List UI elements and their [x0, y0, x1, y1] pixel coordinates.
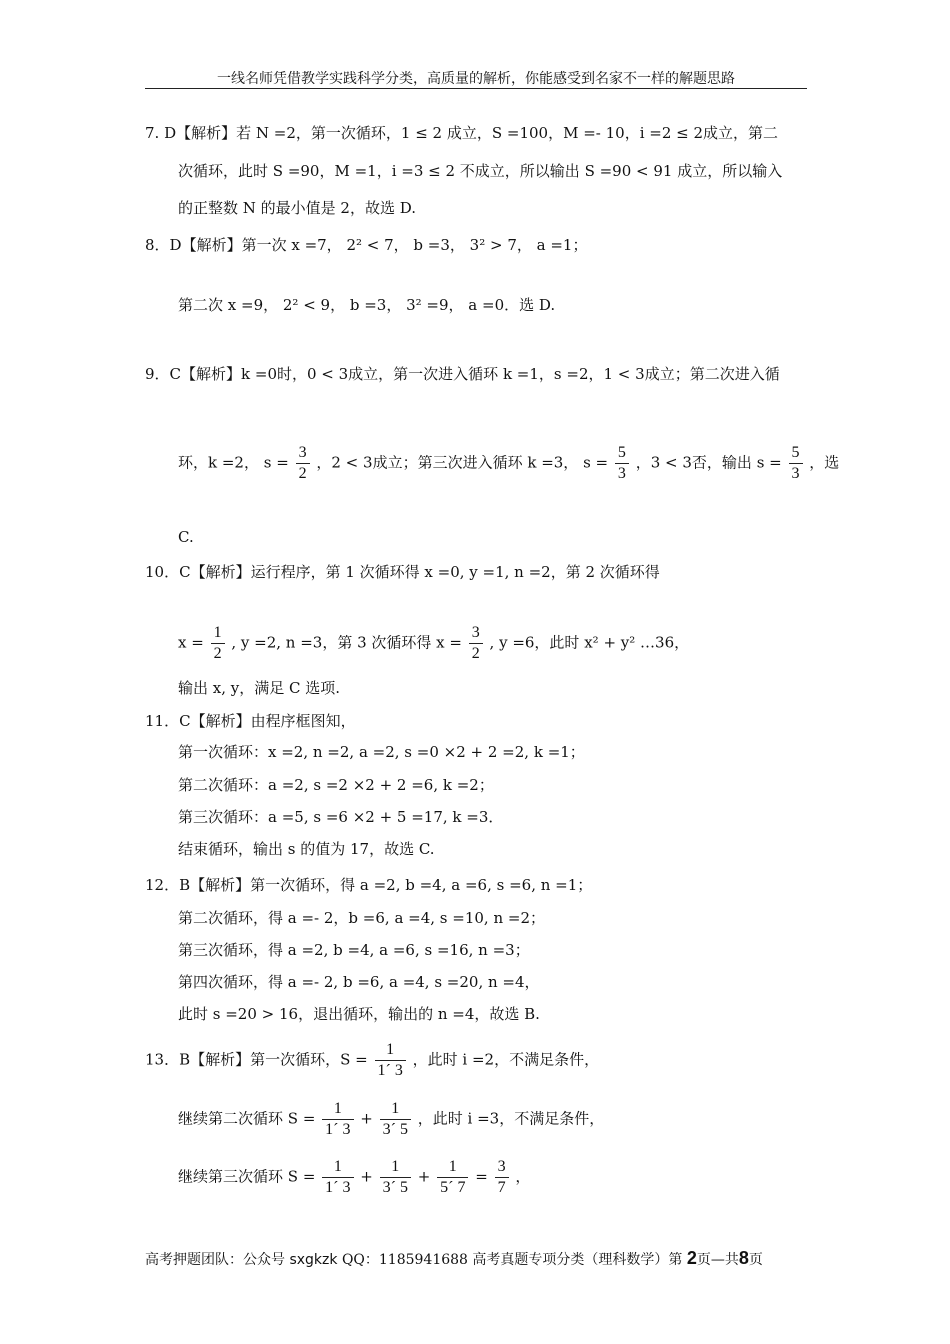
p9-text-a: 环，k =2，	[178, 453, 259, 472]
p13-plus-1: +	[360, 1109, 373, 1128]
p10-text-c: , y =6，此时 x² + y² …36，	[489, 633, 690, 652]
p9-text-c: ，3 < 3否，输出	[635, 453, 752, 472]
problem-8-line-1: 8．D【解析】第一次 x =7， 2² < 7， b =3， 3² > 7， a =1；	[145, 236, 588, 254]
problem-11-line-2: 第一次循环：x =2, n =2, a =2, s =0 ×2 + 2 =2, k =1；	[178, 743, 585, 761]
p13-text-c: 继续第二次循环 S =	[178, 1109, 316, 1128]
footer-mid: 页—共	[696, 1252, 739, 1268]
p13-plus-2: +	[360, 1167, 373, 1186]
p13-fraction-3: $\frac{1}{3´ 5}$	[380, 1099, 411, 1140]
p13-fraction-6: $\frac{1}{5´ 7}$	[437, 1157, 468, 1198]
page-footer	[145, 1248, 763, 1269]
p13-text-d: ，此时 i =3，不满足条件，	[417, 1109, 605, 1128]
problem-13-line-3	[178, 1157, 530, 1198]
p13-text-a: 13．B【解析】第一次循环，S =	[145, 1050, 368, 1069]
p10-fraction-1: $\frac{1}{2}$	[211, 623, 225, 664]
problem-10-line-3: 输出 x, y，满足 C 选项.	[178, 679, 341, 697]
p13-text-f: ，	[515, 1167, 531, 1186]
problem-11-line-4: 第三次循环：a =5, s =6 ×2 + 5 =17, k =3．	[178, 808, 504, 826]
problem-7-line-3: 的正整数 N 的最小值是 2，故选 D.	[178, 199, 417, 217]
p13-equals: =	[475, 1167, 488, 1186]
problem-11-line-1: 11．C【解析】由程序框图知，	[145, 712, 356, 730]
page-header: 一线名师凭借教学实践科学分类，高质量的解析，你能感受到名家不一样的解题思路	[217, 71, 735, 87]
problem-12-line-2: 第二次循环，得 a =- 2，b =6, a =4, s =10, n =2；	[178, 909, 546, 927]
problem-13-line-1	[145, 1040, 599, 1081]
footer-account: sxgkzk	[289, 1252, 338, 1268]
p9-s2: s =	[583, 453, 609, 472]
p9-text-b: ，2 < 3成立；第三次进入循环 k =3，	[316, 453, 579, 472]
p9-fraction-3: $\frac{5}{3}$	[789, 443, 803, 484]
problem-13-line-2	[178, 1099, 604, 1140]
p9-s1: s =	[263, 453, 289, 472]
p13-plus-3: +	[417, 1167, 431, 1186]
footer-qq: QQ：1185941688 高考真题专项分类（理科数学）第	[341, 1252, 683, 1268]
p9-s3: s =	[756, 453, 782, 472]
problem-9-line-2	[178, 443, 839, 484]
p13-fraction-1: $\frac{1}{1´ 3}$	[375, 1040, 406, 1081]
p13-text-e: 继续第三次循环 S =	[178, 1167, 316, 1186]
problem-12-line-5: 此时 s =20 > 16，退出循环，输出的 n =4，故选 B.	[178, 1005, 540, 1023]
p13-fraction-2: $\frac{1}{1´ 3}$	[322, 1099, 353, 1140]
problem-12-line-1: 12．B【解析】第一次循环，得 a =2, b =4, a =6, s =6, n =1；	[145, 876, 593, 894]
p13-fraction-7: $\frac{3}{7}$	[495, 1157, 509, 1198]
problem-12-line-4: 第四次循环，得 a =- 2, b =6, a =4, s =20, n =4，	[178, 973, 540, 991]
problem-9-line-1: 9．C【解析】k =0时，0 < 3成立，第一次进入循环 k =1，s =2，1 < 3成立；第二次进入循	[145, 365, 780, 383]
p13-fraction-4: $\frac{1}{1´ 3}$	[322, 1157, 353, 1198]
p9-fraction-2: $\frac{5}{3}$	[615, 443, 629, 484]
footer-team: 高考押题团队：公众号	[145, 1252, 285, 1268]
footer-total-pages: 8	[738, 1248, 749, 1268]
p10-fraction-2: $\frac{3}{2}$	[469, 623, 483, 664]
problem-7-line-2: 次循环，此时 S =90，M =1，i =3 ≤ 2 不成立，所以输出 S =90 < 91 成立，所以输入	[178, 162, 783, 180]
problem-11-line-3: 第二次循环：a =2, s =2 ×2 + 2 =6, k =2；	[178, 776, 494, 794]
problem-10-line-2	[178, 623, 689, 664]
p13-fraction-5: $\frac{1}{3´ 5}$	[380, 1157, 411, 1198]
p10-text-a: x =	[178, 633, 204, 652]
problem-12-line-3: 第三次循环，得 a =2, b =4, a =6, s =16, n =3；	[178, 941, 530, 959]
p13-text-b: ，此时 i =2，不满足条件，	[412, 1050, 600, 1069]
problem-11-line-5: 结束循环，输出 s 的值为 17，故选 C.	[178, 840, 435, 858]
problem-9-line-3: C.	[178, 528, 194, 546]
problem-8-line-2: 第二次 x =9， 2² < 9， b =3， 3² =9， a =0．选 D.	[178, 296, 556, 314]
p9-fraction-1: $\frac{3}{2}$	[296, 443, 310, 484]
footer-page-number: 2	[686, 1248, 697, 1268]
p9-text-d: ，选	[809, 453, 840, 472]
p10-text-b: , y =2, n =3，第 3 次循环得 x =	[231, 633, 462, 652]
problem-7-line-1: 7. D【解析】若 N =2，第一次循环，1 ≤ 2 成立，S =100，M =- 10，i =2 ≤ 2成立，第二	[145, 124, 779, 142]
footer-end: 页	[748, 1252, 763, 1268]
problem-10-line-1: 10．C【解析】运行程序，第 1 次循环得 x =0, y =1, n =2，第 2 次循环得	[145, 563, 660, 581]
header-divider	[145, 88, 807, 89]
